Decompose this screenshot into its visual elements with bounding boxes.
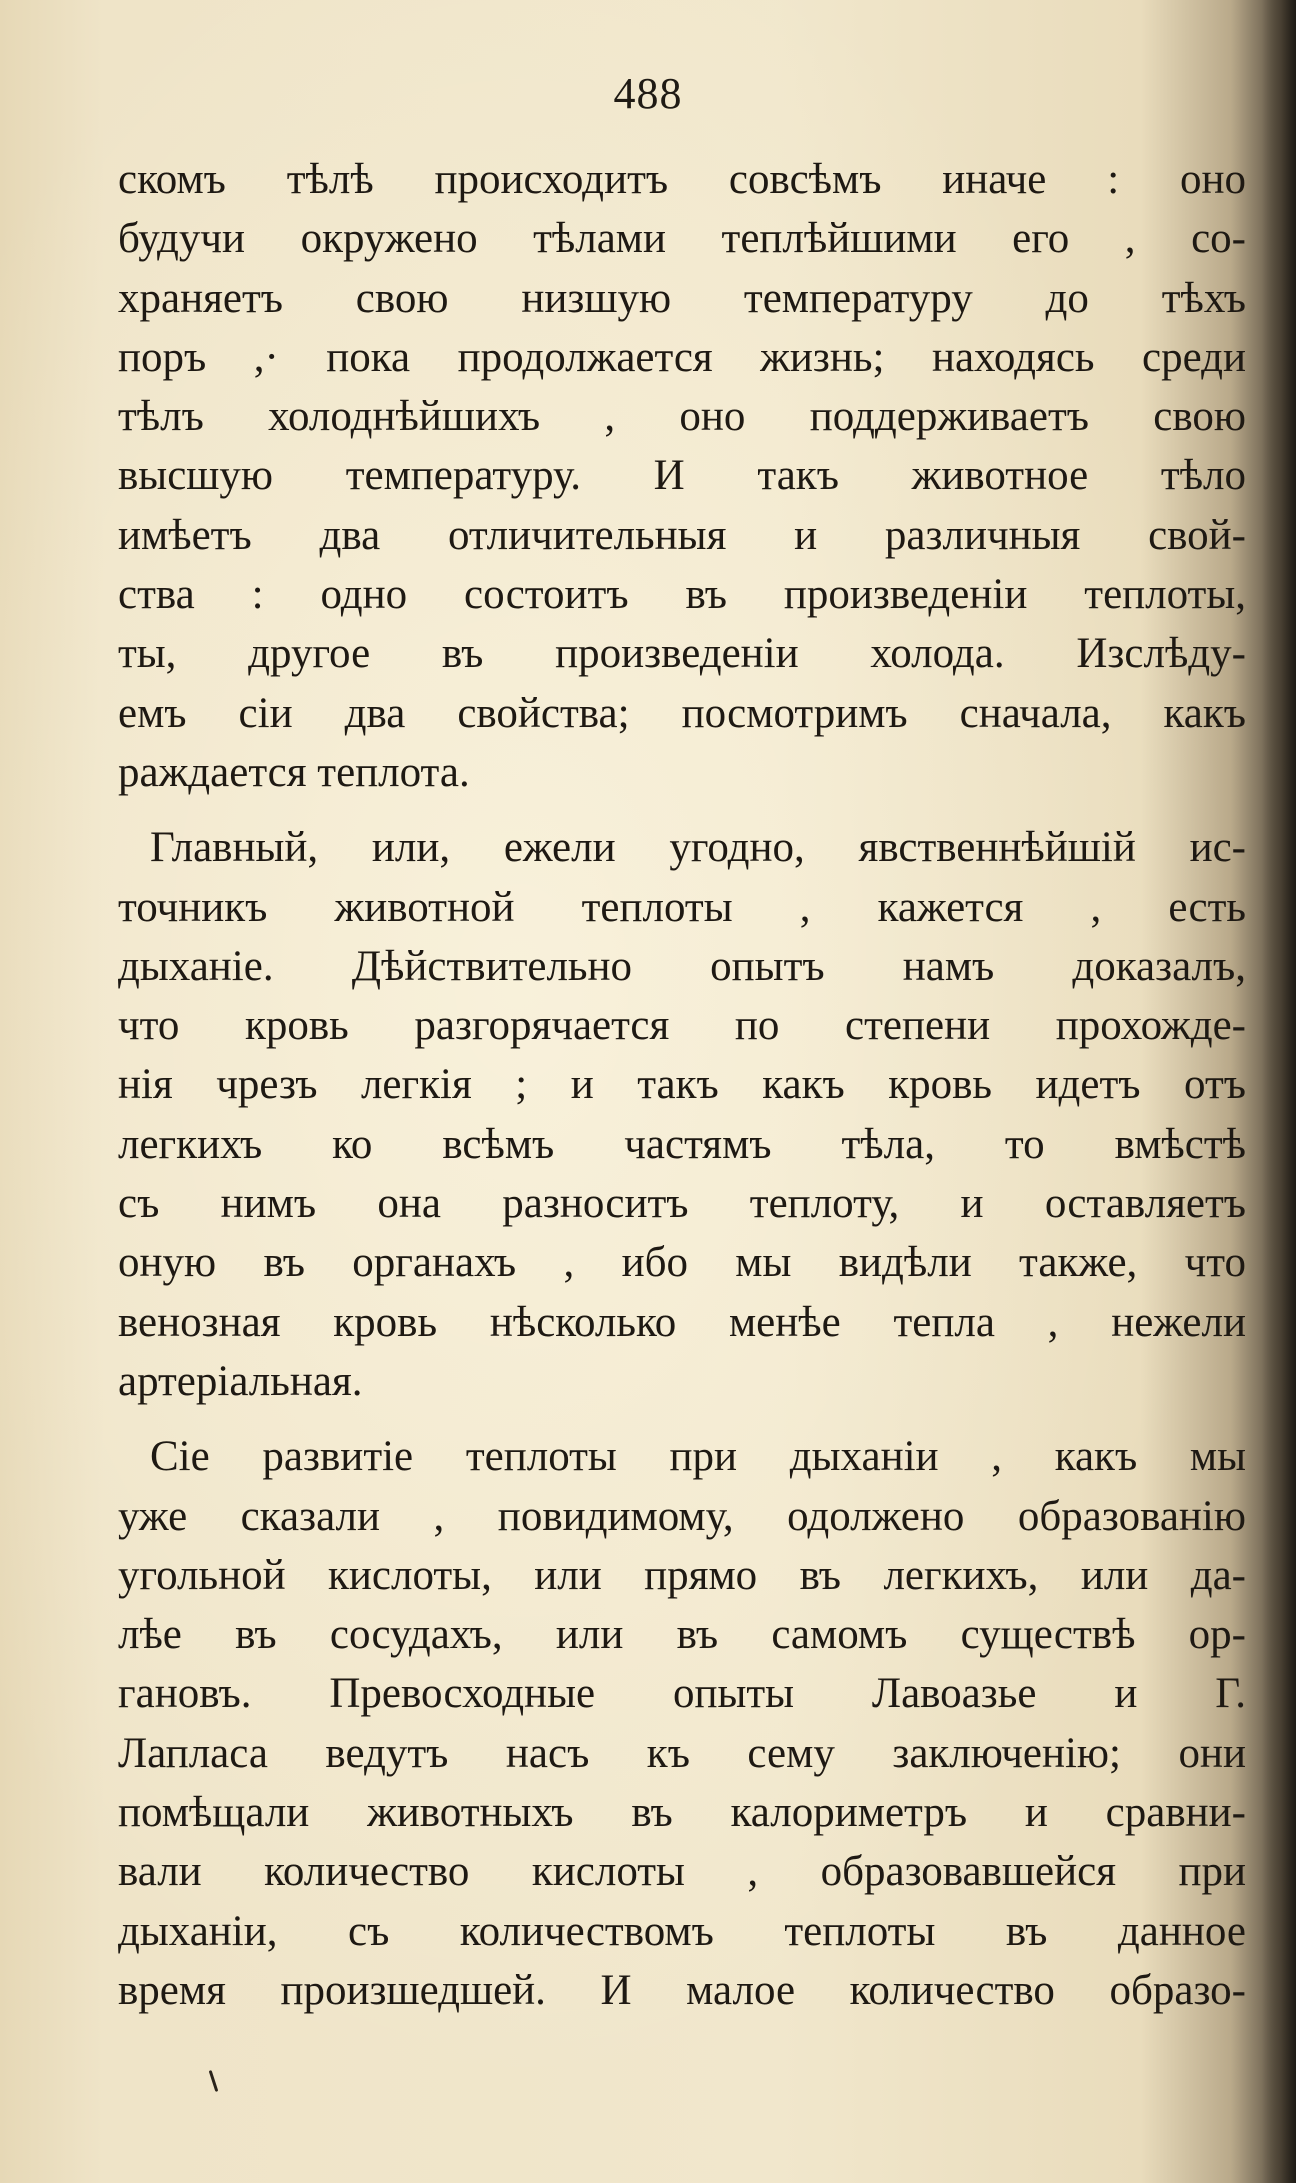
- text-line: ства : одно состоитъ въ произведенiи теплоты,: [118, 571, 1246, 619]
- text-line: скомъ тѣлѣ происходитъ совсѣмъ иначе : оно: [118, 156, 1246, 203]
- text-line: храняетъ свою низшую температуру до тѣхъ: [118, 274, 1246, 322]
- page-edge-shadow: [1262, 0, 1296, 2183]
- text-line: ты, другое въ произведенiи холода. Изслѣду-: [118, 630, 1246, 678]
- text-line: угольной кислоты, или прямо въ легкихъ, или да-: [118, 1551, 1246, 1599]
- text-line: дыханiе. Дѣйствительно опытъ намъ доказалъ,: [118, 942, 1246, 990]
- text-line: съ нимъ она разноситъ теплоту, и оставляетъ: [118, 1180, 1246, 1228]
- text-line: высшую температуру. И такъ животное тѣло: [118, 452, 1246, 500]
- text-line: вали количество кислоты , образовавшейся при: [118, 1848, 1246, 1896]
- text-line: венозная кровь нѣсколько менѣе тепла , нежели: [118, 1298, 1246, 1346]
- text-line: раждается теплота.: [118, 748, 470, 796]
- text-line: тѣлъ холоднѣйшихъ , оно поддерживаетъ свою: [118, 393, 1246, 441]
- text-line: поръ ,· пока продолжается жизнь; находясь среди: [118, 333, 1246, 381]
- text-line: гановъ. Превосходные опыты Лавоазье и Г.: [118, 1670, 1246, 1718]
- text-line: помѣщали животныхъ въ калориметръ и сравни-: [118, 1789, 1246, 1837]
- text-line: нiя чрезъ легкiя ; и такъ какъ кровь идетъ отъ: [118, 1061, 1246, 1109]
- text-line: емъ сiи два свойства; посмотримъ сначала, какъ: [118, 689, 1246, 737]
- text-line: имѣетъ два отличительныя и различныя свой-: [118, 511, 1246, 559]
- paragraph-gap: [118, 1411, 1246, 1427]
- text-line: оную въ органахъ , ибо мы видѣли также, что: [118, 1239, 1246, 1287]
- text-line: артерiальная.: [118, 1357, 363, 1405]
- text-line: точникъ животной теплоты , кажется , есть: [118, 883, 1246, 931]
- stray-ink-mark: [209, 2070, 219, 2092]
- text-line: легкихъ ко всѣмъ частямъ тѣла, то вмѣстѣ: [118, 1120, 1246, 1168]
- text-line: время произшедшей. И малое количество образо-: [118, 1966, 1246, 2014]
- text-line: Сiе развитiе теплоты при дыханiи , какъ мы: [150, 1433, 1246, 1481]
- text-line: Лапласа ведутъ насъ къ сему заключенiю; они: [118, 1729, 1246, 1777]
- page-number: 488: [613, 69, 683, 118]
- text-line: лѣе въ сосудахъ, или въ самомъ существѣ ор-: [118, 1611, 1246, 1659]
- page-text: [118, 150, 1246, 2020]
- text-line: дыханiи, съ количествомъ теплоты въ данное: [118, 1907, 1246, 1955]
- paragraph-gap: [118, 802, 1246, 818]
- text-line: уже сказали , повидимому, одолжено образованiю: [118, 1492, 1246, 1540]
- text-line: что кровь разгорячается по степени прохожде-: [118, 1002, 1246, 1050]
- text-line: будучи окружено тѣлами теплѣйшими его , со-: [118, 215, 1246, 263]
- text-line: Главный, или, ежели угодно, явственнѣйшiй ис-: [150, 824, 1246, 872]
